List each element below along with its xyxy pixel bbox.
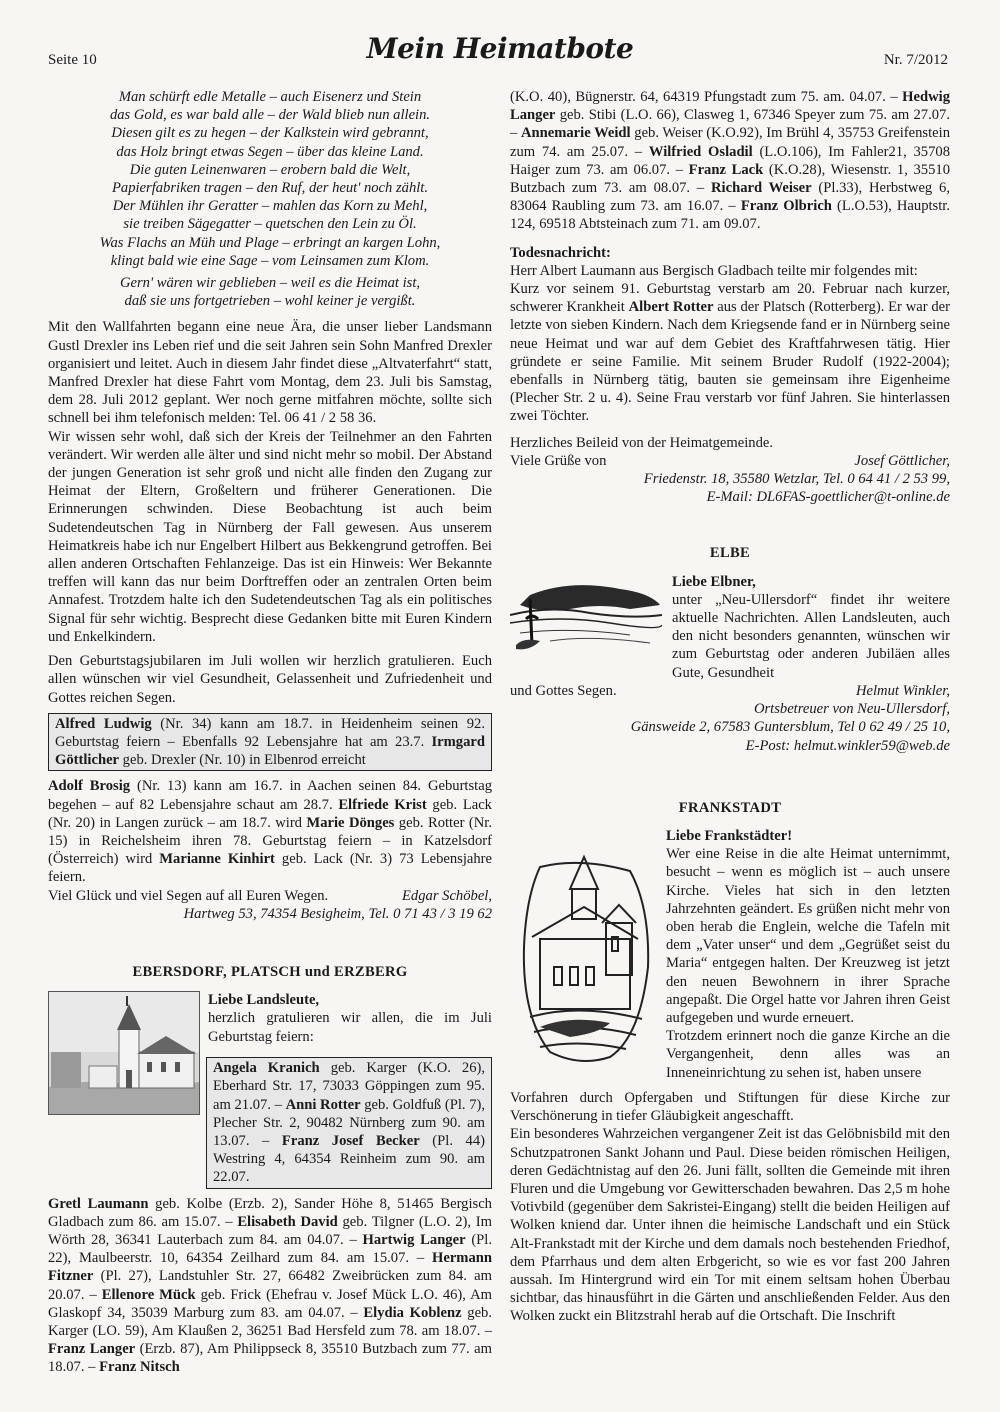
poem-line: Was Flachs an Müh und Plage – erbringt an kargen Lohn, [99, 234, 441, 251]
poem-line: Diesen gilt es zu hegen – der Kalkstein wird gebrannt, [111, 125, 429, 142]
name: Alfred Ludwig [55, 715, 152, 732]
paragraph-participants: Wir wissen sehr wohl, daß sich der Kreis der Teilnehmer an den Fahrten verändert. Wir werden alle älter und sind nicht mehr so mobil. Der Abstand der jungen Generation ist sehr groß und nicht alle finden den Zugang zur Heimat der Eltern, Großeltern und früherer Generationen. Die Erinnerungen schwinden. Diese Beobachtung ist auch beim Sudetendeutschen Tag in Nürnberg der Fall gewesen. Aus unserem Heimatkreis habe ich nur Engelbert Hilbert aus Bekkengrund getroffen. Bei allen anderen Ortschaften Fehlanzeige. Das ist ein Hinweis: Wer Bekannte treffen will kann das nur beim Dorftreffen oder an zentralen Orten beim Annafest. Trotzdem halte ich den Sudetendeutschen Tag als ein politisches Signal für sehr wichtig. Besprecht diese Gedanken bitte mit Euren Kindern und Enkelkindern. [48, 428, 492, 645]
poem-stanza-2 [58, 274, 482, 310]
elbe-text: Liebe Elbner, unter „Neu-Ullersdorf“ findet ihr weitere aktuelle Nachrichten. Allen Landsleuten, auch den nicht besonders genannten, wünschen wir zum Geburtstag oder anderen Jubiläen alles Gute, Gesundheit [672, 573, 950, 681]
frankstadt-paragraph-2: Vorfahren durch Opfergaben und Stiftungen für diese Kirche zur Verschönerung in tiefer Gläubigkeit angeschafft. [510, 1089, 950, 1125]
poem-stanza-1 [58, 88, 482, 270]
greeting-line: Viele Grüße von Josef Göttlicher, [510, 452, 950, 469]
paragraph-birthdays: Adolf Brosig (Nr. 13) kann am 16.7. in Aachen seinen 84. Geburtstag begehen – auf 82 Lebensjahre schaut am 28.7. Elfriede Krist geb. Lack (Nr. 20) in Langen zurück – am 18.7. wird Marie Dönges geb. Rotter (Nr. 15) in Reichelsheim ihren 78. Geburtstag feiern – in Katzelsdorf (Österreich) wird Marianne Kinhirt geb. Lack (Nr. 3) 73 Lebensjahre feiern. [48, 778, 493, 886]
poem-line: Man schürft edle Metalle – auch Eisenerz und Stein [118, 89, 422, 105]
poem-line: Papierfabriken tragen – den Ruf, der heut' noch zählt. [111, 180, 429, 197]
section-title-elbe: ELBE [709, 545, 751, 562]
frankstadt-text: Liebe Frankstädter! Wer eine Reise in die alte Heimat unternimmt, besucht – wenn es möglich ist – auch unsere Kirche. Vieles hat sich in den letzten Jahrzehnten geändert. Es grüßen nicht mehr von oben herab die Englein, welche die Tafeln mit dem „Vater unser“ und dem „Gegrüßet seist du Maria“ entgegen halten. Der Kreuzweg ist jetzt den neuen Bewohnern in ihrer Sprache angepaßt. Die Orgel hatte vor Jahren ihren Geist aufgegeben und wurde erneuert. Trotzdem erinnert noch die ganze Kirche an die Vergangenheit, denn alles was an Inneneinrichtung zu sehen ist, haben unsere [666, 827, 950, 1081]
death-notice-text: Kurz vor seinem 91. Geburtstag verstarb am 20. Februar nach kurzer, schwerer Krankheit Albert Rotter aus der Platsch (Rotterberg). Er war der letzte von sieben Kindern. Nach dem Kriegsende fand er in Nürnberg seine neue Heimat und war auf dem Gebiet des Kraftfahrwesen tätig. Hier gründete er seine Familie. Mit seinem Bruder Rudolf (1922-2004); ebenfalls in Nürnberg tätig, bauten sie gemeinsam ihre Eigenheime (Plecher Str. 2 u. 4). Seine Frau verstarb vor fünf Jahren. Sie hinterlassen zwei Töchter. [510, 281, 950, 425]
masthead-title: Mein Heimatbote [366, 32, 634, 65]
poem-line: Gern' wären wir geblieben – weil es die Heimat ist, [119, 275, 421, 292]
paragraph-birthday-intro: Den Geburtstagsjubilaren im Juli wollen wir herzlich gratulieren. Euch allen wünschen wir viel Gesundheit, Gelassenheit und Zufriedenheit und Gottes reichen Segen. [48, 653, 492, 706]
elbe-block [510, 573, 950, 682]
signature-address: Hartweg 53, 74354 Besigheim, Tel. 0 71 43 / 3 19 62 [183, 905, 492, 922]
poem-line: Die guten Leinenwaren – erobern bald die Welt, [129, 161, 411, 178]
page-number: Seite 10 [48, 52, 97, 68]
birthday-continuation: (K.O. 40), Bügnerstr. 64, 64319 Pfungstadt zum 75. am. 04.07. – Hedwig Langer geb. Stibi (L.O. 66), Clasweg 1, 67346 Speyer zum 75. am 27.07. – Annemarie Weidl geb. Weiser (K.O.92), Im Brühl 4, 35753 Greifenstein zum 74. am 25.07. – Wilfried Osladil (L.O.106), Im Fahler21, 35708 Haiger zum 73. am 06.07. – Franz Lack (K.O.28), Wiesenstr. 1, 35510 Butzbach zum 73. am 08.07. – Richard Weiser (Pl.33), Herbstweg 6, 83064 Raubling zum 73. am 16.07. – Franz Olbrich (L.O.53), Hauptstr. 124, 69518 Abtsteinach zum 71. am 09.07. [510, 89, 950, 233]
poem-line: Der Mühlen ihr Geratter – mahlen das Korn zu Mehl, [112, 198, 428, 215]
signature-line: Viel Glück und viel Segen auf all Euren Wegen. Edgar Schöbel, [48, 887, 492, 904]
signature-email: E-Mail: DL6FAS-goettlicher@t-online.de [706, 489, 950, 506]
poem-line: das Gold, es war bald alle – der Wald blieb nun allein. [109, 107, 431, 124]
church-drawing [510, 827, 660, 1089]
death-notice-intro: Herr Albert Laumann aus Bergisch Gladbach teilte mir folgendes mit: [510, 262, 918, 279]
landscape-drawing [510, 575, 662, 659]
church-drawing-image [510, 827, 660, 1089]
greeting: Liebe Landsleute, [208, 992, 320, 1009]
ebersdorf-box: Angela Kranich geb. Karger (K.O. 26), Eberhard Str. 17, 73033 Göppingen zum 95. am 21.07. – Anni Rotter geb. Goldfuß (Pl. 7), Plecher Str. 2, 90482 Nürnberg zum 90. am 13.07. – Franz Josef Becker (Pl. 44) Westring 4, 64354 Reinheim zum 90. am 22.07. [206, 1057, 492, 1188]
signature-address: Friedenstr. 18, 35580 Wetzlar, Tel. 0 64 41 / 2 53 99, [643, 471, 950, 488]
right-column: (K.O. 40), Bügnerstr. 64, 64319 Pfungstadt zum 75. am. 04.07. – Hedwig Langer geb. Stibi (L.O. 66), Clasweg 1, 67346 Speyer zum 75. am 27.07. – Annemarie Weidl geb. Weiser (K.O.92), Im Brühl 4, 35753 Greifenstein zum 74. am 25.07. – Wilfried Osladil (L.O.106), Im Fahler21, 35708 Haiger zum 73. am 06.07. – Franz Lack (K.O.28), Wiesenstr. 1, 35510 Butzbach zum 73. am 08.07. – Richard Weiser (Pl.33), Herbstweg 6, 83064 Raubling zum 73. am 16.07. – Franz Olbrich (L.O.53), Hauptstr. 124, 69518 Abtsteinach zum 71. am 09.07. Todesnachricht: Herr Albert Laumann aus Bergisch Gladbach teilte mir folgendes mit: Kurz vor seinem 91. Geburtstag verstarb am 20. Februar nach kurzer, schwerer Krankheit Albert Rotter aus der Platsch (Rotterberg). Er war der letzte von sieben Kindern. Nach dem Kriegsende fand er in Nürnberg seine neue Heimat und war auf dem Gebiet des Kraftfahrwesen tätig. Hier gründete er seine Familie. Mit seinem Bruder Rudolf (1922-2004); ebenfalls in Nürnberg tätig, bauten sie gemeinsam ihre Eigenheime (Plecher Str. 2 u. 4). Seine Frau verstarb vor fünf Jahren. Sie hinterlassen zwei Töchter. Herzliches Beileid von der Heimatgemeinde. Viele Grüße von Josef Göttlicher, Friedenstr. 18, 35580 Wetzlar, Tel. 0 64 41 / 2 53 99, E-Mail: DL6FAS-goettlicher@t-online.de ELBE Liebe Elbner, unter „Neu-Ullersdorf“ findet ihr weitere aktuelle Nachrichten. Allen Landsleuten, auch den nicht besonders genannten, wünschen wir zum Geburtstag oder anderen Jubiläen alles Gute, Gesundheit und Gottes Segen. Helmut Winkler, Ortsbetreuer von Neu-Ullersdorf, Gänsweide 2, 67583 Guntersblum, Tel 0 62 49 / 25 10, E-Post: helmut.winkler59@web.de FRANKSTADT Liebe Frankstädter! Wer eine Reise in die alte Heimat unternimmt, besucht – wenn es möglich ist – auch unsere Kirche. Vieles hat sich in den letzten Jahrzehnten geändert. Es grüßen nicht mehr von oben herab die Englein, welche die Tafeln mit dem „Vater unser“ und dem „Gegrüßet seist du Maria“ entgegen halten. Der Kreuzweg ist jetzt den neuen Bewohnern in ihrer Sprache angepaßt. Die Orgel hatte vor Jahren ihren Geist aufgegeben und wurde erneuert. Trotzdem erinnert noch die ganze Kirche an die Vergangenheit, denn alles was an Inneneinrichtung zu sehen ist, haben unsere Vorfahren durch Opfergaben und Stiftungen für diese Kirche zur Verschönerung in tiefer Gläubigkeit angeschafft. Ein besonderes Wahrzeichen vergangener Zeit ist das Gelöbnisbild mit den Schutzpatronen Sankt Johann und Paul. Diese beiden römischen Heiligen, deren Gedächtnistag auf den 26. Juni fällt, sollten die Gemeinde mit ihren Fluren und die Umgebung vor Gewitterschaden bewahren. Das 2,5 m hohe Votivbild (gegenüber dem Sakristei-Eingang) stellt die beiden Heiligen auf Wolken kniend dar. Unter ihnen die heimische Landschaft und ein Stück Alt-Frankstadt mit der Kirche und dem damals noch bestehenden Friedhof, dem Pfarrhaus und dem alten Erbgericht, so wie es vor fast 200 Jahren aussah. Im Hintergrund wird ein Tor mit einem seltsam hohen Überbau sichtbar, das hinausführt in die Gärten und anschließenden Felder. Aus den Wolken zuckt ein Blitzstrahl herab auf die Ortschaft. Die Inschrift [510, 89, 950, 1325]
birthday-box: Alfred Ludwig (Nr. 34) kann am 18.7. in Heidenheim seinen 92. Geburtstag feiern – Ebenfalls 92 Lebensjahre hat am 23.7. Irmgard Göttlicher geb. Drexler (Nr. 10) in Elbenrod erreicht [48, 713, 492, 772]
left-column [48, 88, 492, 1377]
name: Irmgard Göttlicher [55, 733, 485, 769]
section-title-frankstadt: FRANKSTADT [678, 799, 782, 816]
poem-line: sie treiben Sägegatter – quetschen den Lein zu Öl. [123, 216, 417, 233]
church-photo [48, 991, 200, 1115]
church-photo-image [49, 992, 199, 1114]
frankstadt-paragraph-3: Ein besonderes Wahrzeichen vergangener Zeit ist das Gelöbnisbild mit den Schutzpatronen Sankt Johann und Paul. Diese beiden römischen Heiligen, deren Gedächtnistag auf den 26. Juni fällt, sollten die Gemeinde mit ihren Fluren und die Umgebung vor Gewitterschaden bewahren. Das 2,5 m hohe Votivbild (gegenüber dem Sakristei-Eingang) stellt die beiden Heiligen auf Wolken kniend dar. Unter ihnen die heimische Landschaft und ein Stück Alt-Frankstadt mit der Kirche und dem damals noch bestehenden Friedhof, dem Pfarrhaus und dem alten Erbgericht, so wie es vor fast 200 Jahren aussah. Im Hintergrund wird ein Tor mit einem seltsam hohen Überbau sichtbar, das hinausführt in die Gärten und anschließenden Felder. Aus den Wolken zuckt ein Blitzstrahl herab auf die Ortschaft. Die Inschrift [510, 1126, 950, 1325]
section-title-ebersdorf: EBERSDORF, PLATSCH und ERZBERG [132, 963, 408, 980]
issue-number: Nr. 7/2012 [883, 52, 948, 68]
intro: herzlich gratulieren wir allen, die im Juli Geburtstag feiern: [208, 1010, 492, 1045]
condolence: Herzliches Beileid von der Heimatgemeinde. [510, 434, 773, 451]
elbe-signature-line: und Gottes Segen. Helmut Winkler, [510, 682, 950, 699]
poem-line: daß sie uns fortgetrieben – wohl keiner je vergißt. [124, 293, 416, 310]
frankstadt-block [510, 827, 950, 1089]
page-header [0, 0, 1000, 80]
poem [48, 88, 492, 310]
ebersdorf-list: Gretl Laumann geb. Kolbe (Erzb. 2), Sander Höhe 8, 51465 Bergisch Gladbach zum 86. am 15.07. – Elisabeth David geb. Tilgner (L.O. 2), Im Wörth 28, 36341 Lauterbach zum 84. am 04.07. – Hartwig Langer (Pl. 22), Maulbeerstr. 10, 64354 Zeilhard zum 84. am 15.07. – Hermann Fitzner (Pl. 27), Landstuhler Str. 27, 66482 Zweibrücken zum 84. am 20.07. – Ellenore Mück geb. Frick (Ehefrau v. Josef Mück L.O. 46), Am Glaskopf 34, 35039 Marburg zum 83. am 04.07. – Elydia Koblenz geb. Karger (LO. 59), Am Klaußen 2, 36251 Bad Hersfeld zum 78. am 18.07. – Franz Langer (Erzb. 87), Am Philippseck 8, 35510 Butzbach zum 77. am 18.07. – Franz Nitsch [48, 1195, 493, 1376]
landscape-drawing-image [510, 575, 662, 659]
poem-line: das Holz bringt etwas Segen – über das kleine Land. [116, 143, 424, 160]
poem-line: klingt bald wie eine Sage – vom Leinsamen zum Klom. [110, 252, 430, 269]
death-notice-title: Todesnachricht: [510, 244, 611, 261]
paragraph-pilgrimage: Mit den Wallfahrten begann eine neue Ära, die unser lieber Landsmann Gustl Drexler ins Leben rief und die seit Jahren sein Sohn Manfred Drexler organisiert und leitet. Auch in diesem Jahr findet diese „Altvaterfahrt“ statt, Manfred Drexler hat diese Fahrt vom Montag, dem 23. Juli bis Samstag, dem 28. Juli 2012 geplant. Wer noch gerne mitfahren möchte, sollte sich schnell bei ihm telefonisch melden: Tel. 06 41 / 2 58 36. [48, 319, 492, 427]
